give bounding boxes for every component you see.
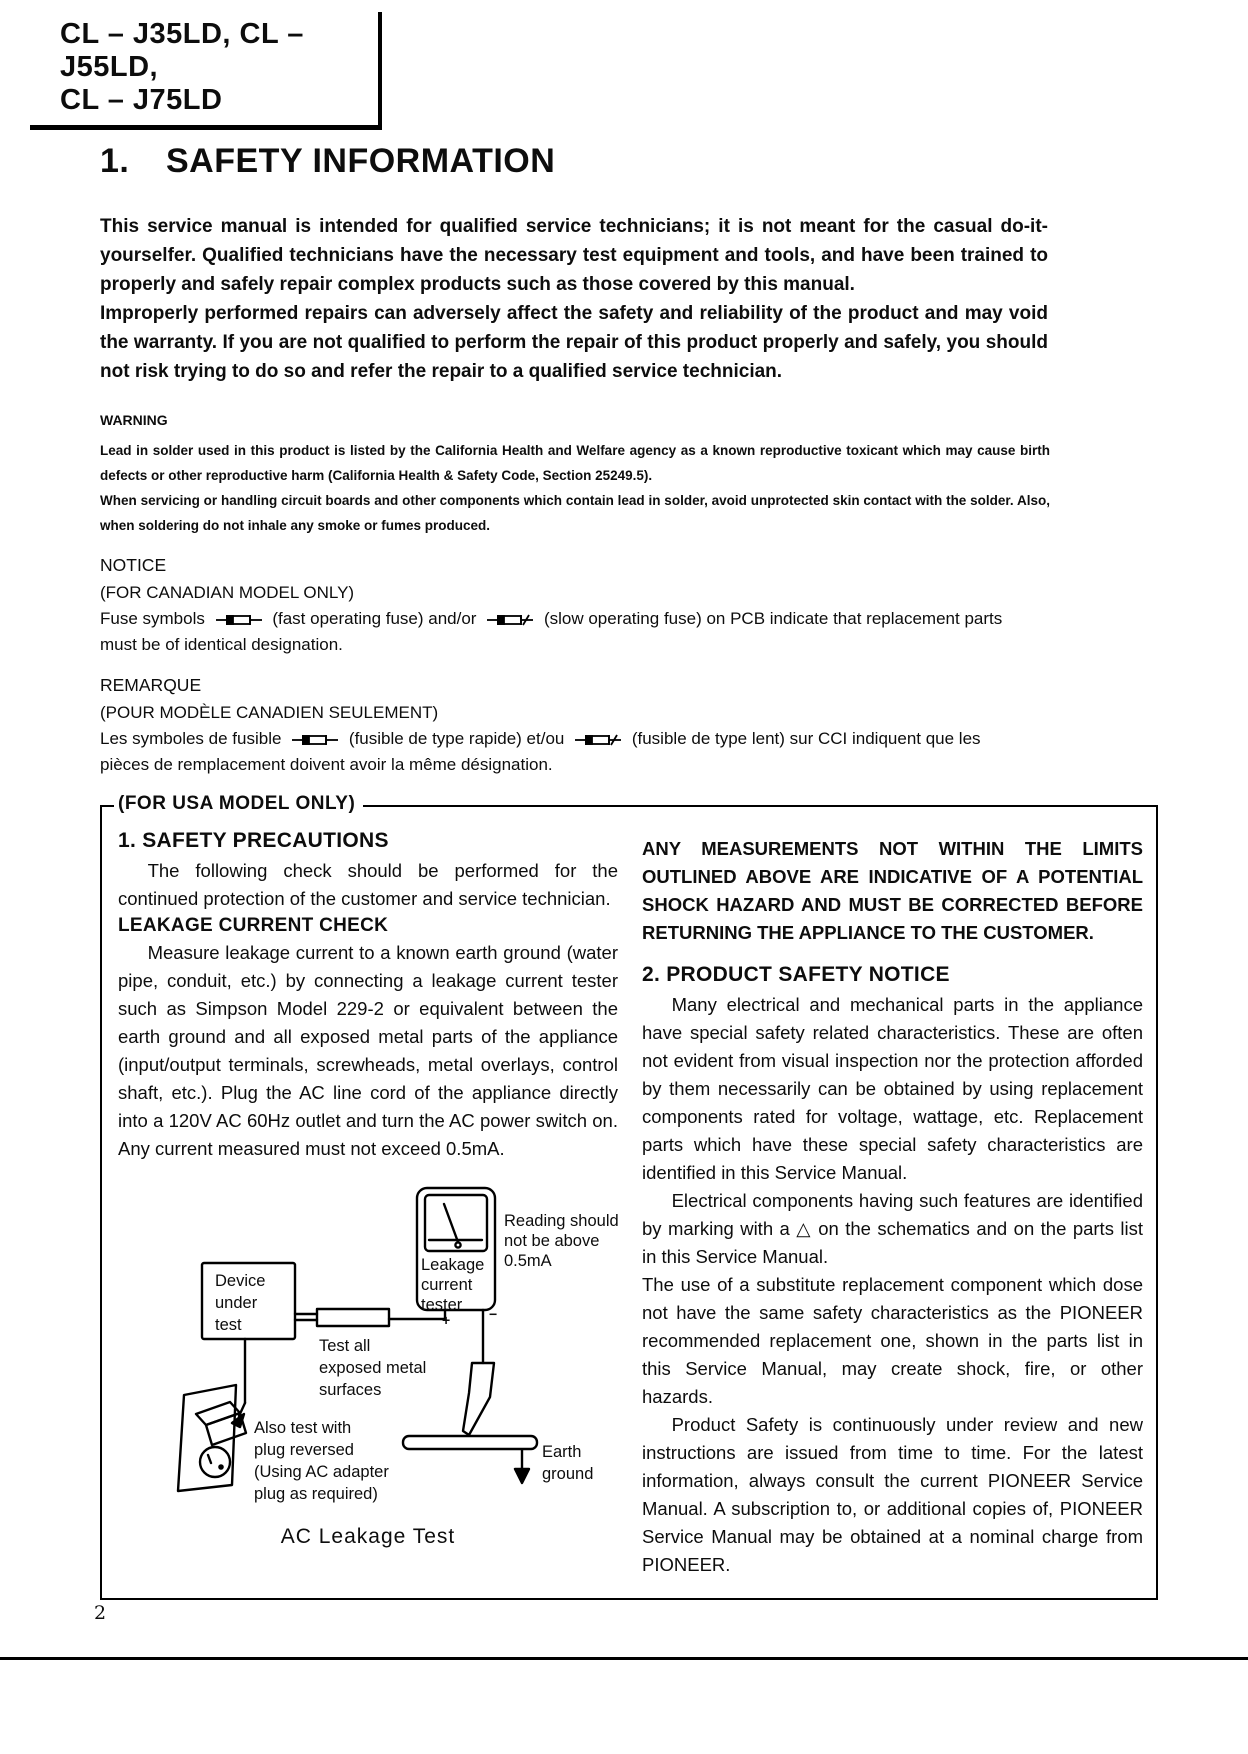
intro-section [100,212,1048,386]
usa-model-box [100,793,1158,1600]
page-number: 2 [94,1602,107,1624]
warning-paragraph-1: Lead in solder used in this product is listed by the California Health and Welfare agency as a known reproductive toxicant which may cause birth defects or other reproductive harm (California Health & Safety Code, Section 25249.5). [100,443,1050,483]
product-safety-paragraph-1: Many electrical and mechanical parts in the appliance have special safety related characteristics. These are often not evident from visual inspection nor the protection afforded by them necessarily can be obtained by using replacement components rated for voltage, wattage, etc. Replacement parts which have these special safety characteristics are identified in this Service Manual. [642,994,1143,1183]
remarque-text-2: (fusible de type rapide) et/ou [348,729,565,748]
earth-arrow-icon [515,1469,529,1483]
slow-fuse-icon [575,732,621,748]
earth-bar [403,1436,537,1449]
leakage-current-check-heading: LEAKAGE CURRENT CHECK [118,915,389,936]
usa-box-legend: (FOR USA MODEL ONLY) [114,793,363,815]
remarque-subheading: (POUR MODÈLE CANADIEN SEULEMENT) [100,703,439,722]
minus-terminal-label: − [489,1306,498,1322]
product-safety-notice-heading: 2. PRODUCT SAFETY NOTICE [642,963,950,986]
usa-left-column [118,829,618,1578]
remarque-line2: pièces de remplacement doivent avoir la même désignation. [100,755,553,774]
remarque-section [100,672,1060,778]
notice-text-1: Fuse symbols [100,609,205,628]
tester-label: Leakage current tester [421,1256,485,1314]
usa-right-column [642,835,1143,1579]
slow-fuse-icon [487,612,533,628]
warning-section [100,412,1050,538]
footer-rule [0,1657,1248,1660]
page-title-text: SAFETY INFORMATION [166,142,556,180]
remarque-text-3: (fusible de type lent) sur CCI indiquent que les [631,729,981,748]
notice-text-2: (fast operating fuse) and/or [272,609,477,628]
notice-fuse-sentence [100,606,1060,632]
safety-precautions-heading: 1. SAFETY PRECAUTIONS [118,829,389,852]
shock-hazard-paragraph: ANY MEASUREMENTS NOT WITHIN THE LIMITS OUTLINED ABOVE ARE INDICATIVE OF A POTENTIAL SHOCK HAZARD AND MUST BE CORRECTED BEFORE RETURNING THE APPLIANCE TO THE CUSTOMER. [642,838,1143,943]
product-safety-paragraph-4: Product Safety is continuously under review and new instructions are issued from time to time. For the latest information, always consult the current PIONEER Service Manual. A subscription to, or additional copies of, PIONEER Service Manual may be obtained at a nominal charge from PIONEER. [642,1414,1143,1575]
surfaces-label: Test all exposed metal surfaces [319,1337,427,1399]
remarque-text-1: Les symboles de fusible [100,729,282,748]
earth-ground-label: Earth ground [542,1443,594,1483]
reading-label: Reading should not be above 0.5mA [504,1212,619,1270]
plus-terminal-label: + [442,1312,451,1328]
page-title-number: 1. [100,142,130,180]
remarque-heading: REMARQUE [100,675,202,695]
notice-heading: NOTICE [100,555,167,575]
model-header-box [30,12,382,130]
leakage-current-check-paragraph: Measure leakage current to a known earth ground (water pipe, conduit, etc.) by connecting a leakage current tester such as Simpson Model 229-2 or equivalent between the earth ground and all exposed metal parts of the appliance (input/output terminals, screwheads, metal overlays, control shaft, etc.). Plug the AC line cord of the appliance directly into a 120V AC 60Hz outlet and turn the AC power switch on. Any current measured must not exceed 0.5mA. [118,942,618,1159]
notice-section [100,552,1060,658]
ac-leakage-test-diagram [118,1173,618,1578]
plug-reversed-label: Also test with plug reversed (Using AC adapter plug as required) [254,1419,389,1503]
remarque-fuse-sentence [100,726,1060,752]
intro-paragraph-2: Improperly performed repairs can adversely affect the safety and reliability of the product and may void the warranty. If you are not qualified to perform the repair of this product properly and safely, you should not risk trying to do so and refer the repair to a qualified service technician. [100,303,1048,382]
device-label: Device under test [215,1272,266,1334]
page-title [100,142,555,181]
intro-paragraph-1: This service manual is intended for qualified service technicians; it is not meant for the casual do-it-yourselfer. Qualified technicians have the necessary test equipment and tools, and have been trained to properly and safely repair complex products such as those covered by this manual. [100,216,1048,295]
model-header-line1: CL – J35LD, CL – J55LD, [60,18,304,83]
notice-text-3: (slow operating fuse) on PCB indicate that replacement parts [543,609,1003,628]
notice-subheading: (FOR CANADIAN MODEL ONLY) [100,583,355,602]
model-header-line2: CL – J75LD [60,84,223,116]
product-safety-paragraph-2: Electrical components having such features are identified by marking with a △ on the schematics and on the parts list in this Service Manual. [642,1190,1143,1267]
warning-heading: WARNING [100,412,168,428]
product-safety-paragraph-3: The use of a substitute replacement component which dose not have the same safety characteristics as the PIONEER recommended replacement one, shown in the parts list in this Service Manual, may create shock, fire, or other hazards. [642,1274,1143,1407]
fast-fuse-icon [292,732,338,748]
fast-fuse-icon [216,612,262,628]
test-probe-icon [463,1363,494,1435]
notice-line2: must be of identical designation. [100,635,343,654]
probe-block [317,1309,389,1326]
warning-paragraph-2: When servicing or handling circuit boards and other components which contain lead in solder, avoid unprotected skin contact with the solder. Also, when soldering do not inhale any smoke or fumes produced. [100,493,1050,533]
ac-leakage-test-caption: AC Leakage Test [280,1525,456,1548]
safety-precautions-paragraph: The following check should be performed for the continued protection of the customer and service technician. [118,860,618,909]
